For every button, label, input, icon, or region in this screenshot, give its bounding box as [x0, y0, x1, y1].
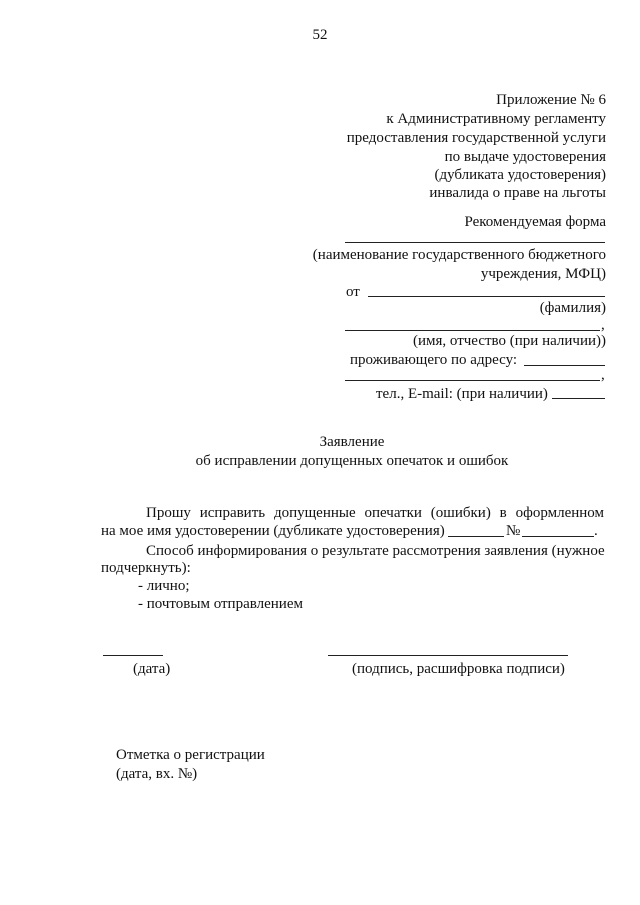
- certificate-date-blank: [448, 536, 504, 537]
- date-caption: (дата): [133, 661, 171, 677]
- address-label: проживающего по адресу:: [350, 352, 518, 368]
- address-blank-line-2: [345, 380, 600, 381]
- comma: ,: [601, 367, 605, 383]
- appendix-line: инвалида о праве на льготы: [429, 185, 606, 201]
- registration-details: (дата, вх. №): [116, 766, 198, 782]
- address-blank-line: [524, 365, 605, 366]
- surname-blank-line: [368, 296, 605, 297]
- appendix-line: предоставления государственной услуги: [346, 130, 606, 146]
- body-paragraph-line: подчеркнуть):: [101, 560, 191, 576]
- institution-caption: учреждения, МФЦ): [480, 266, 606, 282]
- name-caption: (имя, отчество (при наличии)): [412, 333, 606, 349]
- number-sign: №: [506, 523, 521, 539]
- option-in-person: - лично;: [138, 578, 190, 594]
- appendix-line: к Административному регламенту: [386, 111, 606, 127]
- period: .: [594, 523, 598, 539]
- institution-blank-line: [345, 242, 605, 243]
- recommended-form-label: Рекомендуемая форма: [464, 214, 606, 230]
- surname-caption: (фамилия): [539, 300, 606, 316]
- signature-caption: (подпись, расшифровка подписи): [352, 661, 565, 677]
- option-by-mail: - почтовым отправлением: [138, 596, 303, 612]
- contact-label: тел., E-mail: (при наличии): [376, 386, 548, 402]
- date-blank-line: [103, 655, 163, 656]
- statement-title: Заявление: [319, 434, 385, 450]
- statement-subtitle: об исправлении допущенных опечаток и ошибок: [195, 453, 509, 469]
- contact-blank-line: [552, 398, 605, 399]
- comma: ,: [601, 317, 605, 333]
- body-paragraph-line: Прошу исправить допущенные опечатки (ошибки) в оформленном: [146, 505, 604, 521]
- institution-caption: (наименование государственного бюджетного: [312, 247, 606, 263]
- body-paragraph-line: на мое имя удостоверении (дубликате удостоверения): [101, 523, 445, 539]
- signature-blank-line: [328, 655, 568, 656]
- registration-label: Отметка о регистрации: [116, 747, 265, 763]
- appendix-line: (дубликата удостоверения): [434, 167, 606, 183]
- page-number: 52: [312, 27, 328, 43]
- name-blank-line: [345, 330, 600, 331]
- from-label: от: [346, 284, 360, 300]
- appendix-line: по выдаче удостоверения: [444, 149, 606, 165]
- appendix-line: Приложение № 6: [496, 92, 606, 108]
- body-paragraph-line: Способ информирования о результате рассмотрения заявления (нужное: [146, 543, 605, 559]
- certificate-number-blank: [522, 536, 594, 537]
